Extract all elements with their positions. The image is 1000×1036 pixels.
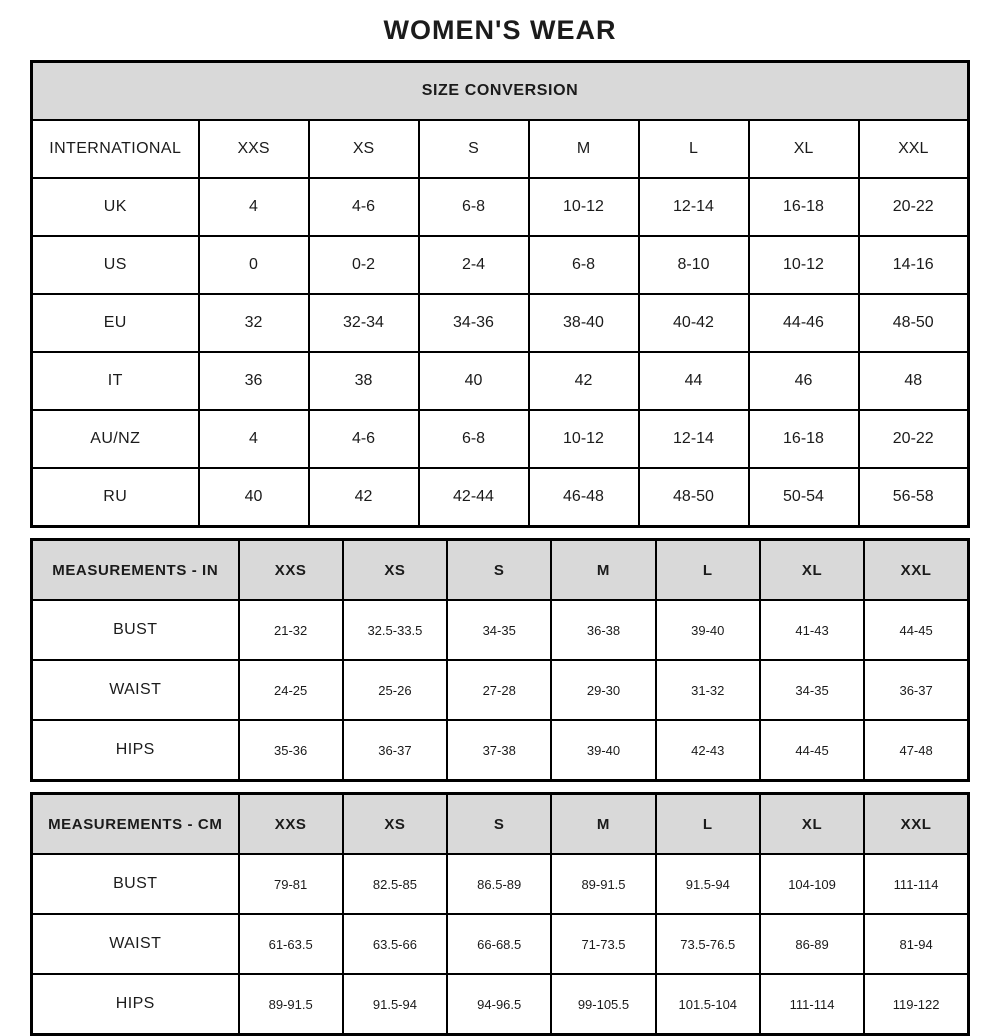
cell: 8-10 [639, 236, 749, 294]
cell: 71-73.5 [551, 914, 655, 974]
cell: 4-6 [309, 410, 419, 468]
cell: 37-38 [447, 720, 551, 781]
cell: 42 [529, 352, 639, 410]
size-header-s: S [447, 540, 551, 601]
size-header-xs: XS [343, 540, 447, 601]
cell: 111-114 [864, 854, 968, 914]
cell: 48 [859, 352, 969, 410]
size-header-xs: XS [343, 794, 447, 855]
cell: 20-22 [859, 410, 969, 468]
cell: 86-89 [760, 914, 864, 974]
cell: 29-30 [551, 660, 655, 720]
measurements-in-title: MEASUREMENTS - IN [32, 540, 239, 601]
cell: 21-32 [239, 600, 343, 660]
cell: 47-48 [864, 720, 968, 781]
cell: 91.5-94 [343, 974, 447, 1035]
cell: XS [309, 120, 419, 178]
row-label-hips: HIPS [32, 720, 239, 781]
cell: 10-12 [529, 178, 639, 236]
cell: 2-4 [419, 236, 529, 294]
size-header-m: M [551, 794, 655, 855]
measurements-cm-title: MEASUREMENTS - CM [32, 794, 239, 855]
row-label-hips: HIPS [32, 974, 239, 1035]
cell: 4-6 [309, 178, 419, 236]
row-label-ru: RU [32, 468, 199, 527]
measurements-cm-table [30, 792, 970, 1036]
cell: M [529, 120, 639, 178]
cell: 86.5-89 [447, 854, 551, 914]
row-label-it: IT [32, 352, 199, 410]
measurements-in-table [30, 538, 970, 782]
cell: 10-12 [749, 236, 859, 294]
cell: 56-58 [859, 468, 969, 527]
size-header-l: L [656, 794, 760, 855]
cell: 89-91.5 [551, 854, 655, 914]
cell: 82.5-85 [343, 854, 447, 914]
cell: S [419, 120, 529, 178]
cell: 44-45 [760, 720, 864, 781]
cell: 35-36 [239, 720, 343, 781]
size-header-m: M [551, 540, 655, 601]
cell: 44 [639, 352, 749, 410]
row-label-waist: WAIST [32, 914, 239, 974]
table-row-bust-in [32, 600, 969, 660]
size-header-xl: XL [760, 794, 864, 855]
cell: 34-35 [447, 600, 551, 660]
row-label-bust: BUST [32, 600, 239, 660]
cell: 50-54 [749, 468, 859, 527]
measurements-cm-header-row [32, 794, 969, 855]
cell: 46-48 [529, 468, 639, 527]
cell: 24-25 [239, 660, 343, 720]
cell: 36 [199, 352, 309, 410]
row-label-uk: UK [32, 178, 199, 236]
cell: 14-16 [859, 236, 969, 294]
cell: 10-12 [529, 410, 639, 468]
cell: 63.5-66 [343, 914, 447, 974]
cell: 16-18 [749, 410, 859, 468]
size-header-xxs: XXS [239, 794, 343, 855]
cell: 0 [199, 236, 309, 294]
cell: 38 [309, 352, 419, 410]
cell: 16-18 [749, 178, 859, 236]
cell: 81-94 [864, 914, 968, 974]
cell: 39-40 [656, 600, 760, 660]
table-row-us [32, 236, 969, 294]
cell: 61-63.5 [239, 914, 343, 974]
table-row-aunz [32, 410, 969, 468]
cell: 111-114 [760, 974, 864, 1035]
cell: 104-109 [760, 854, 864, 914]
cell: 12-14 [639, 410, 749, 468]
cell: 20-22 [859, 178, 969, 236]
row-label-bust: BUST [32, 854, 239, 914]
cell: 6-8 [529, 236, 639, 294]
cell: 42-44 [419, 468, 529, 527]
size-header-xxl: XXL [864, 540, 968, 601]
row-label-eu: EU [32, 294, 199, 352]
cell: 6-8 [419, 410, 529, 468]
cell: 31-32 [656, 660, 760, 720]
cell: 39-40 [551, 720, 655, 781]
cell: 25-26 [343, 660, 447, 720]
size-header-xxs: XXS [239, 540, 343, 601]
size-conversion-table [30, 60, 970, 528]
page-title: WOMEN'S WEAR [383, 15, 617, 45]
table-row-eu [32, 294, 969, 352]
table-row-it [32, 352, 969, 410]
cell: 42 [309, 468, 419, 527]
cell: 40-42 [639, 294, 749, 352]
cell: 119-122 [864, 974, 968, 1035]
table-row-waist-cm [32, 914, 969, 974]
table-row-international [32, 120, 969, 178]
table-row-ru [32, 468, 969, 527]
cell: 48-50 [639, 468, 749, 527]
cell: 101.5-104 [656, 974, 760, 1035]
cell: 36-37 [343, 720, 447, 781]
cell: 41-43 [760, 600, 864, 660]
cell: 42-43 [656, 720, 760, 781]
row-label-international: INTERNATIONAL [32, 120, 199, 178]
cell: 94-96.5 [447, 974, 551, 1035]
size-header-l: L [656, 540, 760, 601]
cell: 79-81 [239, 854, 343, 914]
cell: L [639, 120, 749, 178]
size-header-xl: XL [760, 540, 864, 601]
cell: 34-35 [760, 660, 864, 720]
cell: 34-36 [419, 294, 529, 352]
row-label-us: US [32, 236, 199, 294]
table-row-hips-in [32, 720, 969, 781]
row-label-waist: WAIST [32, 660, 239, 720]
cell: 12-14 [639, 178, 749, 236]
cell: 0-2 [309, 236, 419, 294]
cell: 6-8 [419, 178, 529, 236]
cell: 40 [419, 352, 529, 410]
cell: XL [749, 120, 859, 178]
cell: 4 [199, 410, 309, 468]
cell: 38-40 [529, 294, 639, 352]
cell: 36-37 [864, 660, 968, 720]
size-header-xxl: XXL [864, 794, 968, 855]
table-row-uk [32, 178, 969, 236]
cell: 44-46 [749, 294, 859, 352]
cell: 99-105.5 [551, 974, 655, 1035]
cell: 48-50 [859, 294, 969, 352]
cell: 27-28 [447, 660, 551, 720]
cell: 36-38 [551, 600, 655, 660]
cell: 4 [199, 178, 309, 236]
cell: 89-91.5 [239, 974, 343, 1035]
table-row-bust-cm [32, 854, 969, 914]
cell: 91.5-94 [656, 854, 760, 914]
cell: XXL [859, 120, 969, 178]
measurements-in-header-row [32, 540, 969, 601]
table-row-hips-cm [32, 974, 969, 1035]
size-conversion-header-row [32, 62, 969, 121]
cell: 66-68.5 [447, 914, 551, 974]
cell: 32.5-33.5 [343, 600, 447, 660]
cell: 73.5-76.5 [656, 914, 760, 974]
cell: 32 [199, 294, 309, 352]
size-header-s: S [447, 794, 551, 855]
cell: 32-34 [309, 294, 419, 352]
row-label-aunz: AU/NZ [32, 410, 199, 468]
cell: 46 [749, 352, 859, 410]
size-conversion-title: SIZE CONVERSION [32, 62, 969, 121]
table-row-waist-in [32, 660, 969, 720]
cell: XXS [199, 120, 309, 178]
cell: 40 [199, 468, 309, 527]
cell: 44-45 [864, 600, 968, 660]
